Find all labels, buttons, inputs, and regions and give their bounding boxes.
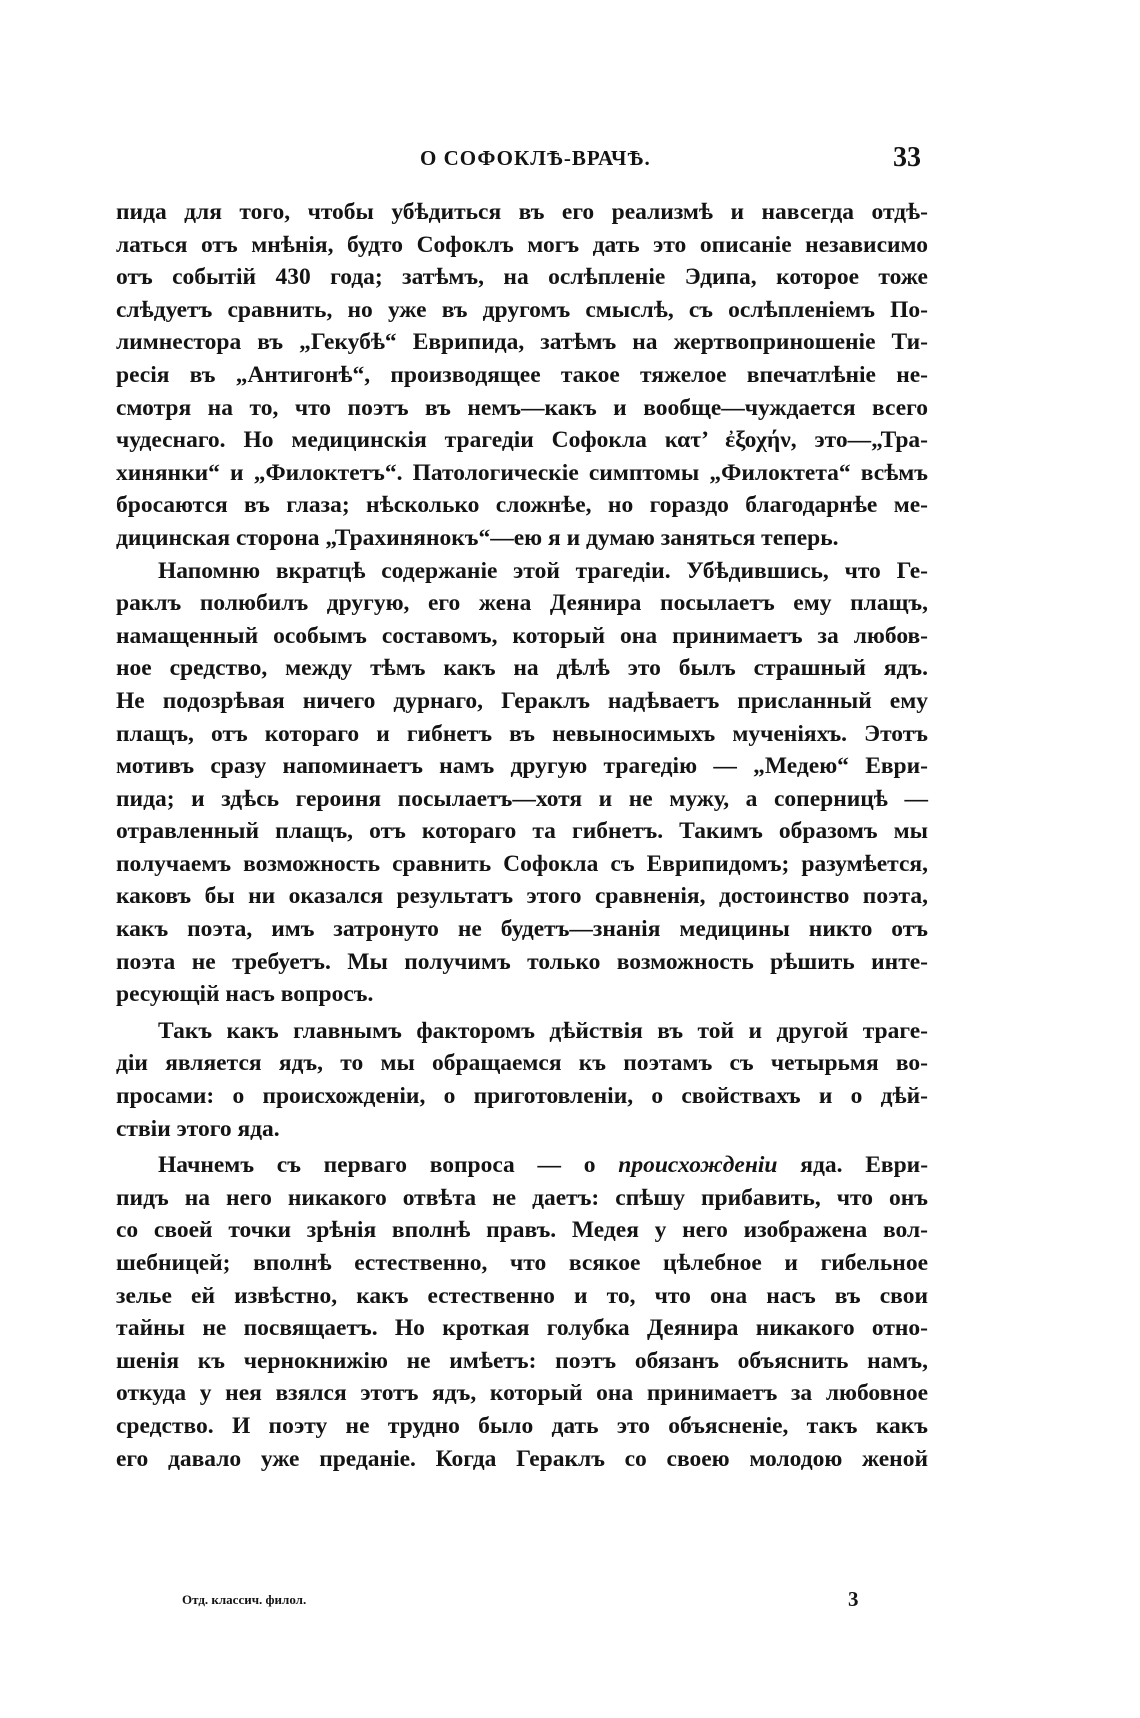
text-line: раклъ полюбилъ другую, его жена Деянира посылаетъ ему плащъ, xyxy=(116,590,928,617)
text-line: отравленный плащъ, отъ котораго та гибнетъ. Такимъ образомъ мы xyxy=(116,818,928,845)
text-line: мотивъ сразу напоминаетъ намъ другую трагедію — „Медею“ Еври- xyxy=(116,753,928,780)
text-line: получаемъ возможность сравнить Софокла съ Еврипидомъ; разумѣется, xyxy=(116,850,928,877)
text-line: хинянки“ и „Филоктетъ“. Патологическіе симптомы „Филоктета“ всѣмъ xyxy=(116,459,928,486)
text-line: лимнестора въ „Гекубѣ“ Еврипида, затѣмъ на жертвоприношеніе Ти- xyxy=(116,329,928,356)
body-text xyxy=(116,196,928,1475)
italic-term: происхожденіи xyxy=(618,1152,778,1179)
text-line: латься отъ мнѣнія, будто Софоклъ могъ дать это описаніе независимо xyxy=(116,231,928,258)
text-line: со своей точки зрѣнія вполнѣ правъ. Медея у него изображена вол- xyxy=(116,1217,928,1244)
text-line: ное средство, между тѣмъ какъ на дѣлѣ это былъ страшный ядъ. xyxy=(116,655,928,682)
text-line: ресующій насъ вопросъ. xyxy=(116,981,374,1008)
text-line: пида; и здѣсь героиня посылаетъ—хотя и не мужу, а соперницѣ — xyxy=(116,785,928,812)
text-line: пида для того, чтобы убѣдиться въ его реализмѣ и навсегда отдѣ- xyxy=(116,199,928,225)
text-fragment: яда. Еври- xyxy=(800,1152,929,1179)
text-line: просами: о происхожденіи, о приготовленіи, о свойствахъ и о дѣй- xyxy=(116,1083,928,1110)
text-line: его давало уже преданіе. Когда Гераклъ со своею молодою женой xyxy=(116,1445,928,1472)
text-line: ресія въ „Антигонѣ“, производящее такое тяжелое впечатлѣніе не- xyxy=(116,361,928,388)
paragraph-start-line: Напомню вкратцѣ содержаніе этой трагедіи. Убѣдившись, что Ге- xyxy=(158,557,928,584)
text-line: шебницей; вполнѣ естественно, что всякое цѣлебное и гибельное xyxy=(116,1250,928,1276)
text-line: слѣдуетъ сравнить, но уже въ другомъ смыслѣ, съ ослѣпленіемъ По- xyxy=(116,296,928,323)
text-line: дицинская сторона „Трахинянокъ“—ею я и думаю заняться теперь. xyxy=(116,524,839,551)
text-line: намащенный особымъ составомъ, который она принимаетъ за любов- xyxy=(116,622,928,649)
text-line: шенія къ чернокнижію не имѣетъ: поэтъ обязанъ объяснить намъ, xyxy=(116,1347,928,1374)
text-line: діи является ядъ, то мы обращаемся къ поэтамъ съ четырьмя во- xyxy=(116,1050,928,1077)
paragraph-start-line xyxy=(116,1149,928,1182)
text-line: Не подозрѣвая ничего дурнаго, Гераклъ надѣваетъ присланный ему xyxy=(116,687,928,714)
text-line: каковъ бы ни оказался результатъ этого сравненія, достоинство поэта, xyxy=(116,883,928,910)
text-line: поэта не требуетъ. Мы получимъ только возможность рѣшить инте- xyxy=(116,948,928,975)
text-line: отъ событій 430 года; затѣмъ, на ослѣпленіе Эдипа, которое тоже xyxy=(116,264,928,291)
page-number: 33 xyxy=(893,142,921,173)
text-line: зелье ей извѣстно, какъ естественно и то, что она насъ въ свои xyxy=(116,1282,928,1309)
text-line: смотря на то, что поэтъ въ немъ—какъ и вообще—чуждается всего xyxy=(116,394,928,421)
text-line: средство. И поэту не трудно было дать это объясненіе, такъ какъ xyxy=(116,1412,928,1439)
text-line: ствіи этого яда. xyxy=(116,1115,280,1142)
running-title: О СОФОКЛѢ-ВРАЧѢ. xyxy=(420,146,651,170)
text-fragment: Начнемъ съ перваго вопроса — о xyxy=(158,1152,596,1179)
text-line: тайны не посвящаетъ. Но кроткая голубка Деянира никакого отно- xyxy=(116,1315,928,1342)
text-line: пидъ на него никакого отвѣта не даетъ: спѣшу прибавить, что онъ xyxy=(116,1184,928,1211)
text-line: плащъ, отъ котораго и гибнетъ въ невыносимыхъ мученіяхъ. Этотъ xyxy=(116,720,928,747)
text-line: какъ поэта, имъ затронуто не будетъ—знанія медицины никто отъ xyxy=(116,916,928,943)
signature-number: 3 xyxy=(848,1587,859,1611)
printer-signature: Отд. классич. филол. xyxy=(182,1592,307,1607)
text-line: откуда у нея взялся этотъ ядъ, который она принимаетъ за любовное xyxy=(116,1380,928,1407)
text-line: бросаются въ глаза; нѣсколько сложнѣе, но гораздо благодарнѣе ме- xyxy=(116,492,928,519)
text-line: чудеснаго. Но медицинскія трагедіи Софокла κατ’ ἐξοχήν, это—„Тра- xyxy=(116,427,928,454)
paragraph-start-line: Такъ какъ главнымъ факторомъ дѣйствія въ той и другой траге- xyxy=(158,1017,928,1044)
